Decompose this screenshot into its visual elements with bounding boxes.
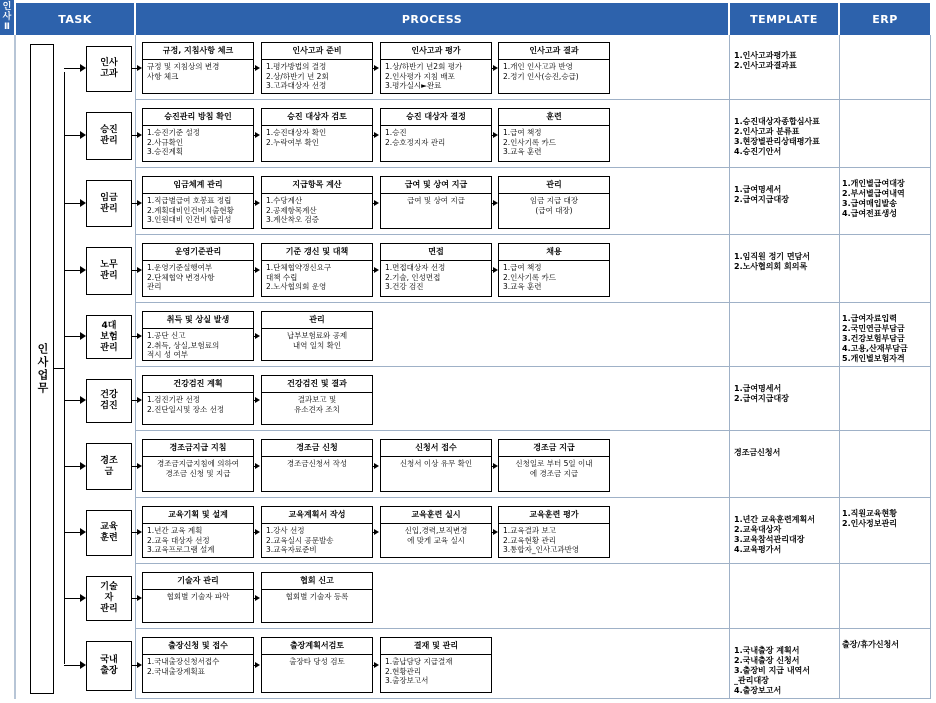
step-title: 경조금지급 지침 — [143, 440, 253, 457]
process-step[interactable] — [380, 243, 492, 297]
step-title: 승진 대상자 결정 — [381, 109, 491, 126]
step-title: 관리 — [262, 312, 372, 329]
task-box[interactable]: 기술 자 관리 — [86, 576, 132, 621]
step-body: 1.교육결과 보고 2.교육현황 관리 3.통합자_인사고과반영 — [503, 526, 580, 554]
step-title: 승진 대상자 검토 — [262, 109, 372, 126]
task-box[interactable]: 임금 관리 — [86, 180, 132, 227]
arrow-icon — [374, 463, 379, 469]
row-separator — [135, 234, 930, 235]
step-title: 교육훈련 실시 — [381, 507, 491, 524]
step-body: 1.상/하반기 년2회 평가 2.인사평가 지침 배포 3.평가실시►완료 — [385, 62, 463, 90]
process-step[interactable] — [142, 506, 254, 558]
step-title: 인사고과 평가 — [381, 43, 491, 60]
step-body: 1.승진기준 설정 2.사규확인 3.승진계획 — [147, 128, 201, 156]
arrow-icon — [374, 65, 379, 71]
process-step[interactable] — [498, 439, 610, 492]
row-separator — [135, 628, 930, 629]
template-list: 경조금신청서 — [734, 448, 781, 457]
process-step[interactable] — [380, 439, 492, 492]
row-separator — [135, 99, 930, 100]
step-title: 훈련 — [499, 109, 609, 126]
step-title: 운영기준관리 — [143, 244, 253, 261]
step-title: 기술자 관리 — [143, 573, 253, 590]
arrow-icon — [255, 529, 260, 535]
arrow-icon — [255, 132, 260, 138]
header-process: PROCESS — [136, 3, 728, 35]
main-category-label — [30, 44, 54, 694]
step-body: 경조금신청서 작성 — [286, 459, 348, 468]
arrow-icon — [255, 595, 260, 601]
step-title: 결재 및 관리 — [381, 638, 491, 655]
step-title: 규정, 지침사항 체크 — [143, 43, 253, 60]
connector-task — [64, 400, 80, 401]
step-body: 급여 및 상여 지급 — [407, 196, 465, 205]
process-step[interactable] — [142, 572, 254, 623]
step-title: 취득 및 상실 발생 — [143, 312, 253, 329]
process-step[interactable] — [142, 311, 254, 361]
step-title: 신청서 접수 — [381, 440, 491, 457]
row-separator — [135, 563, 930, 564]
process-step[interactable] — [261, 311, 373, 361]
step-body: 협회별 기술자 등록 — [285, 592, 349, 601]
process-step[interactable] — [142, 243, 254, 297]
process-step[interactable] — [498, 42, 610, 94]
process-step[interactable] — [261, 506, 373, 558]
arrow-icon — [374, 529, 379, 535]
template-list: 1.국내출장 계획서 2.국내출장 신청서 3.출장비 지급 내역서 _관리대장 4.출장보고서 — [734, 646, 810, 695]
step-title: 급여 및 상여 지급 — [381, 177, 491, 194]
process-step[interactable] — [498, 243, 610, 297]
process-step[interactable] — [261, 176, 373, 229]
erp-list: 1.개인별급여대장 2.부서별급여내역 3.급여매입발송 4.급여전표생성 — [842, 179, 905, 218]
step-body: 1.국내출장신청서접수 2.국내출장계획표 — [147, 657, 220, 676]
template-list: 1.년간 교육훈련계획서 2.교육대상자 3.교육참석관리대장 4.교육평가서 — [734, 515, 815, 554]
connector-task — [64, 532, 80, 533]
arrow-icon — [374, 200, 379, 206]
process-step[interactable] — [142, 439, 254, 492]
step-body: 1.검진기관 선정 2.진단일시및 장소 선정 — [147, 395, 225, 414]
template-list: 1.승진대상자종합심사표 2.인사고과 분류표 3.현장별관리상태평가표 4.승진기안서 — [734, 117, 820, 156]
process-step[interactable] — [142, 176, 254, 229]
arrow-icon — [255, 397, 260, 403]
step-body: 1.수당계산 2.공제항목계산 3.계산착오 검증 — [266, 196, 320, 224]
task-box[interactable]: 4대 보험 관리 — [86, 315, 132, 359]
step-body: 신입,경력,보직변경 에 맞게 교육 실시 — [404, 526, 468, 545]
task-box[interactable]: 교육 훈련 — [86, 510, 132, 556]
step-body: 협회별 기술자 파악 — [166, 592, 230, 601]
connector-task — [64, 270, 80, 271]
arrow-icon — [255, 463, 260, 469]
process-step[interactable] — [380, 637, 492, 693]
step-title: 관리 — [499, 177, 609, 194]
process-step[interactable] — [261, 243, 373, 297]
step-title: 인사고과 결과 — [499, 43, 609, 60]
process-step[interactable] — [498, 108, 610, 162]
erp-list: 출장/휴가신청서 — [842, 640, 900, 649]
process-step[interactable] — [261, 439, 373, 492]
arrow-icon — [374, 267, 379, 273]
step-body: 1.급여 책정 2.인사기록 카드 3.교육 훈련 — [503, 263, 557, 291]
main-category-text: 인사업무 — [36, 343, 49, 395]
arrow-icon — [255, 65, 260, 71]
step-body: 1.운영기준실행여부 2.단체협약 변경사항 관리 — [147, 263, 215, 291]
process-step[interactable] — [261, 42, 373, 94]
task-box[interactable]: 국내 출장 — [86, 641, 132, 691]
task-box[interactable]: 노무 관리 — [86, 247, 132, 295]
process-step[interactable] — [498, 176, 610, 229]
step-body: 1.단체협약갱신요구 대책 수립 2.노사협의회 운영 — [266, 263, 332, 291]
step-title: 건강검진 및 결과 — [262, 376, 372, 393]
step-title: 면접 — [381, 244, 491, 261]
process-step[interactable] — [261, 637, 373, 693]
task-box[interactable]: 경조 금 — [86, 443, 132, 490]
process-step[interactable] — [261, 572, 373, 623]
step-body: 출장타 당성 검토 — [289, 657, 345, 666]
step-body: 1.직급별급여 호봉표 정립 2.계획대비인건비지출현황 3.인원대비 인건비 합리성 — [147, 196, 234, 224]
step-body: 1.공단 신고 2.취득, 상실,보험료의 적시 성 여부 — [147, 331, 220, 359]
process-step[interactable] — [380, 42, 492, 94]
step-body: 신청일로 부터 5일 이내 에 경조금 지급 — [515, 459, 593, 478]
step-title: 경조금 신청 — [262, 440, 372, 457]
erp-list: 1.직원교육현황 2.인사정보관리 — [842, 509, 897, 528]
arrow-icon — [255, 333, 260, 339]
connector-task — [64, 135, 80, 136]
step-body: 1.면접대상자 선정 2.기술, 인성면접 3.건강 검진 — [385, 263, 446, 291]
connector-task — [64, 665, 80, 666]
step-title: 교육훈련 평가 — [499, 507, 609, 524]
connector-task — [64, 336, 80, 337]
separator-template — [729, 35, 730, 699]
task-box[interactable]: 건강 검진 — [86, 379, 132, 423]
step-title: 협회 신고 — [262, 573, 372, 590]
step-body: 1.강사 선정 2.교육실시 공문발송 3.교육자료준비 — [266, 526, 334, 554]
connector-task — [64, 68, 80, 69]
step-body: 1.승진 2.승호정지자 관리 — [385, 128, 446, 147]
step-body: 1.평가방법의 결정 2.상/하반기 년 2회 3.고과대상자 선정 — [266, 62, 329, 90]
step-title: 경조금 지급 — [499, 440, 609, 457]
row-separator — [135, 366, 930, 367]
step-title: 출장계획서검토 — [262, 638, 372, 655]
step-body: 경조금지급지침에 의하여 경조금 신청 및 지급 — [156, 459, 240, 478]
step-title: 건강검진 계획 — [143, 376, 253, 393]
header-template: TEMPLATE — [730, 3, 838, 35]
step-title: 임금체계 관리 — [143, 177, 253, 194]
step-body: 임금 지급 대장 (급여 대장) — [529, 196, 579, 215]
template-list: 1.급여명세서 2.급여지급대장 — [734, 384, 789, 403]
header-erp: ERP — [840, 3, 930, 35]
process-step[interactable] — [380, 176, 492, 229]
template-list: 1.인사고과평가표 2.인사고과결과표 — [734, 51, 797, 70]
task-box[interactable]: 인사 고과 — [86, 46, 132, 92]
step-body: 신청서 이상 유무 확인 — [399, 459, 473, 468]
connector-task — [64, 598, 80, 599]
task-box[interactable]: 승진 관리 — [86, 112, 132, 160]
step-body: 납부보험료와 공제 내역 일치 확인 — [286, 331, 348, 350]
step-title: 지급항목 계산 — [262, 177, 372, 194]
template-list: 1.임직원 정기 면담서 2.노사협의회 회의록 — [734, 252, 810, 271]
step-body: 규정 및 지침상의 변경 사항 체크 — [147, 62, 220, 81]
connector-task — [64, 203, 80, 204]
step-body: 1.출납담당 지급결재 2.현황관리 3.출장보고서 — [385, 657, 453, 685]
process-step[interactable] — [261, 375, 373, 425]
arrow-icon — [255, 200, 260, 206]
erp-list: 1.급여자료입력 2.국민연금부담금 3.건강보험부담금 4.고용,산재부담금 5.개인별보험자격 — [842, 314, 908, 363]
process-step[interactable] — [380, 506, 492, 558]
process-step[interactable] — [142, 108, 254, 162]
step-title: 채용 — [499, 244, 609, 261]
step-title: 교육기획 및 설계 — [143, 507, 253, 524]
process-step[interactable] — [498, 506, 610, 558]
process-step[interactable] — [142, 42, 254, 94]
separator-right — [930, 35, 931, 699]
arrow-icon — [255, 267, 260, 273]
process-step[interactable] — [261, 108, 373, 162]
row-separator — [135, 698, 930, 699]
process-step[interactable] — [380, 108, 492, 162]
side-tab[interactable]: 인 사 Ⅱ — [0, 0, 14, 35]
arrow-icon — [374, 132, 379, 138]
step-body: 1.년간 교육 계획 2.교육 대상자 선정 3.교육프로그램 설계 — [147, 526, 215, 554]
process-step[interactable] — [142, 637, 254, 693]
step-title: 인사고과 준비 — [262, 43, 372, 60]
arrow-icon — [374, 662, 379, 668]
separator-erp — [839, 35, 840, 699]
arrow-icon — [255, 662, 260, 668]
row-separator — [135, 497, 930, 498]
connector-main — [53, 368, 64, 369]
header-task: TASK — [16, 3, 134, 35]
step-title: 교육계획서 작성 — [262, 507, 372, 524]
template-list: 1.급여명세서 2.급여지급대장 — [734, 185, 789, 204]
row-separator — [135, 430, 930, 431]
row-separator — [135, 167, 930, 168]
step-title: 기준 갱신 및 대책 — [262, 244, 372, 261]
step-body: 1.승진대상자 확인 2.누락여부 확인 — [266, 128, 327, 147]
connector-task — [64, 466, 80, 467]
step-body: 1.급여 책정 2.인사기록 카드 3.교육 훈련 — [503, 128, 557, 156]
step-title: 승진관리 방침 확인 — [143, 109, 253, 126]
row-separator — [135, 302, 930, 303]
step-body: 결과보고 및 유소견자 조치 — [294, 395, 340, 414]
process-step[interactable] — [142, 375, 254, 425]
left-border — [14, 35, 16, 699]
step-title: 출장신청 및 접수 — [143, 638, 253, 655]
step-body: 1.개인 인사고과 반영 2.정기 인사(승진,승급) — [503, 62, 579, 81]
connector-spine — [64, 72, 65, 664]
